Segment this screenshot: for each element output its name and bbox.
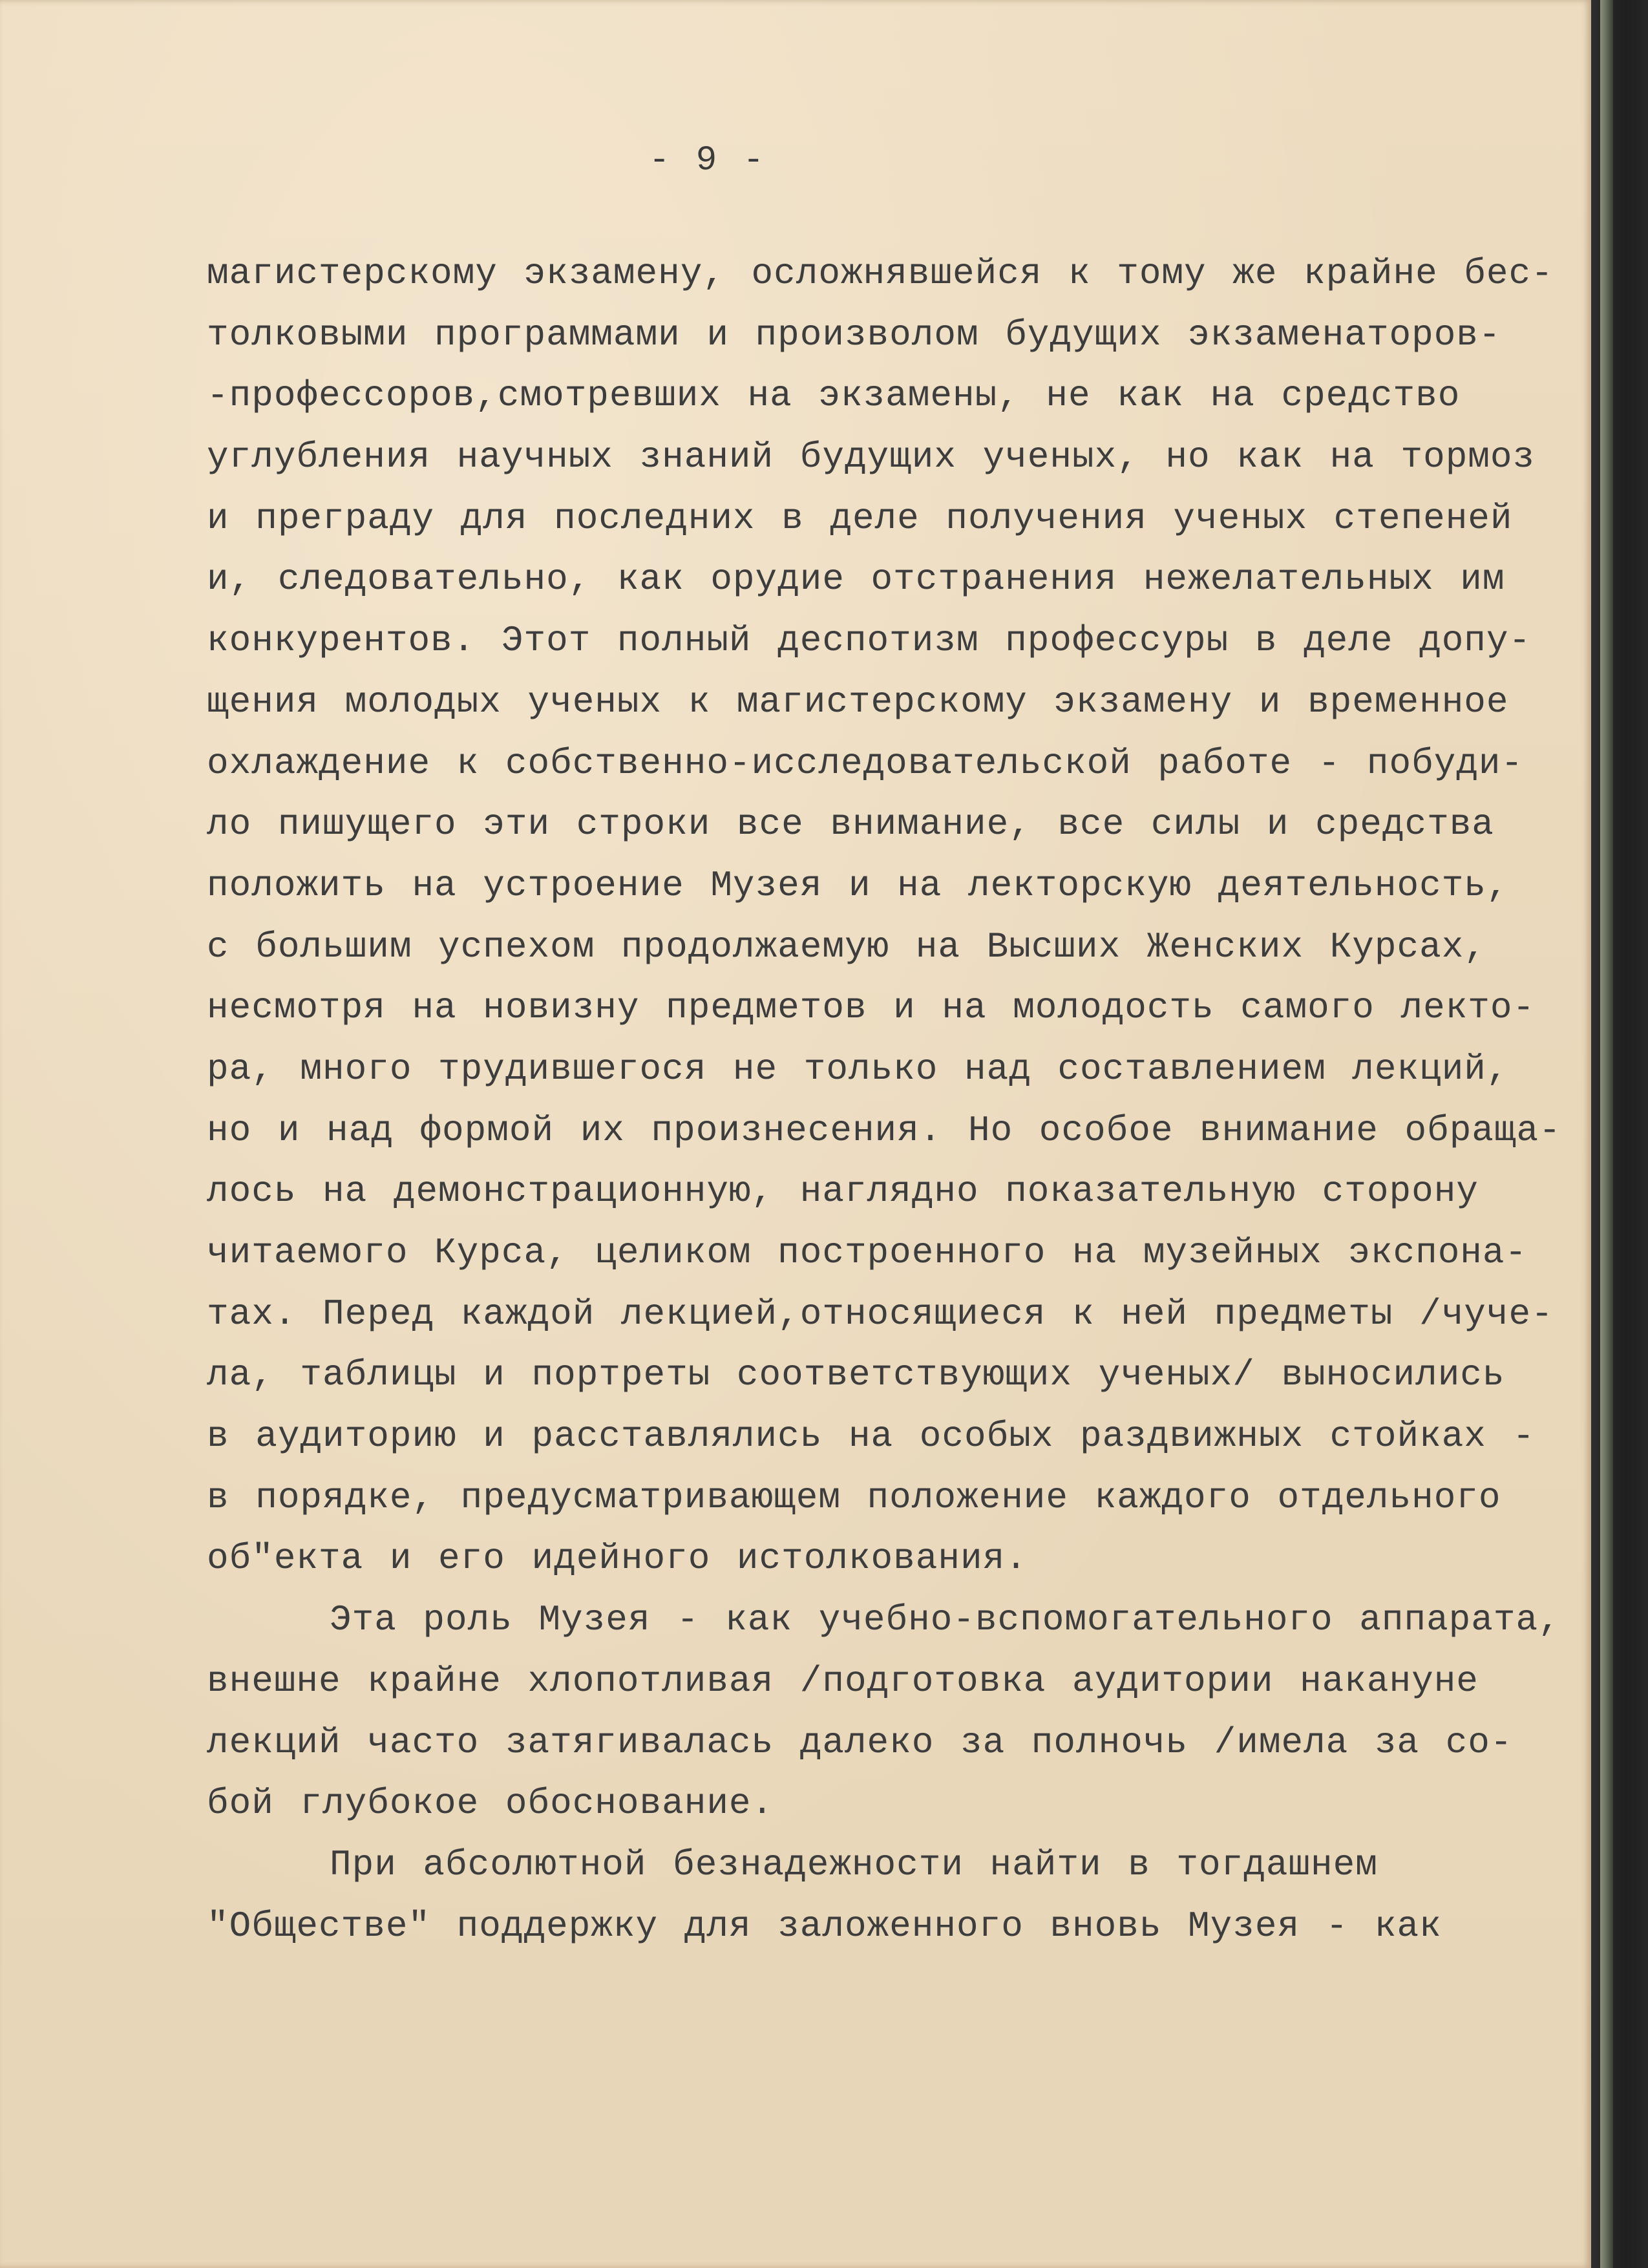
text-line: толковыми программами и произволом будущих экзаменаторов- (207, 313, 1501, 355)
text-line: "Обществе" поддержку для заложенного вновь Музея - как (207, 1905, 1442, 1947)
text-line: и преграду для последних в деле получения ученых степеней (207, 497, 1513, 539)
text-line: углубления научных знаний будущих ученых, но как на тормоз (207, 436, 1536, 478)
text-line: -профессоров,смотревших на экзамены, не как на средство (207, 375, 1461, 417)
paragraph-first-line: Эта роль Музея - как учебно-вспомогательного аппарата, (330, 1599, 1561, 1641)
text-line: щения молодых ученых к магистерскому экзамену и временное (207, 681, 1509, 723)
text-line: с большим успехом продолжаемую на Высших Женских Курсах, (207, 926, 1486, 968)
text-line: несмотря на новизну предметов и на молодость самого лекто- (207, 987, 1536, 1029)
text-line: ла, таблицы и портреты соответствующих ученых/ выносились (207, 1354, 1505, 1396)
text-line: об"екта и его идейного истолкования. (207, 1538, 1028, 1580)
text-line: положить на устроение Музея и на лекторскую деятельность, (207, 864, 1509, 906)
text-line: охлаждение к собственно-исследовательской работе - побуди- (207, 742, 1524, 784)
paragraph-first-line: При абсолютной безнадежности найти в тогдашнем (330, 1843, 1378, 1885)
text-line: внешне крайне хлопотливая /подготовка аудитории накануне (207, 1660, 1479, 1702)
scan-background-edge (1591, 0, 1648, 2268)
text-line: тах. Перед каждой лекцией,относящиеся к ней предметы /чуче- (207, 1293, 1554, 1335)
text-line: читаемого Курса, целиком построенного на музейных экспона- (207, 1232, 1528, 1273)
text-line: но и над формой их произнесения. Но особое внимание обраща- (207, 1109, 1561, 1151)
text-line: конкурентов. Этот полный деспотизм профессуры в деле допу- (207, 620, 1532, 662)
typed-text-body (207, 243, 1583, 1956)
text-line: ра, много трудившегося не только над составлением лекций, (207, 1048, 1509, 1090)
text-line: ло пишущего эти строки все внимание, все силы и средства (207, 803, 1494, 845)
text-line: лекций часто затягивалась далеко за полночь /имела за со- (207, 1721, 1513, 1763)
text-line: в порядке, предусматривающем положение каждого отдельного (207, 1476, 1501, 1518)
text-line: и, следовательно, как орудие отстранения нежелательных им (207, 558, 1505, 600)
text-line: магистерскому экзамену, осложнявшейся к тому же крайне бес- (207, 253, 1554, 294)
page-number: - 9 - (648, 141, 767, 180)
text-line: лось на демонстрационную, наглядно показательную сторону (207, 1171, 1479, 1213)
text-line: в аудиторию и расставлялись на особых раздвижных стойках - (207, 1415, 1536, 1457)
text-line: бой глубокое обоснование. (207, 1783, 774, 1825)
